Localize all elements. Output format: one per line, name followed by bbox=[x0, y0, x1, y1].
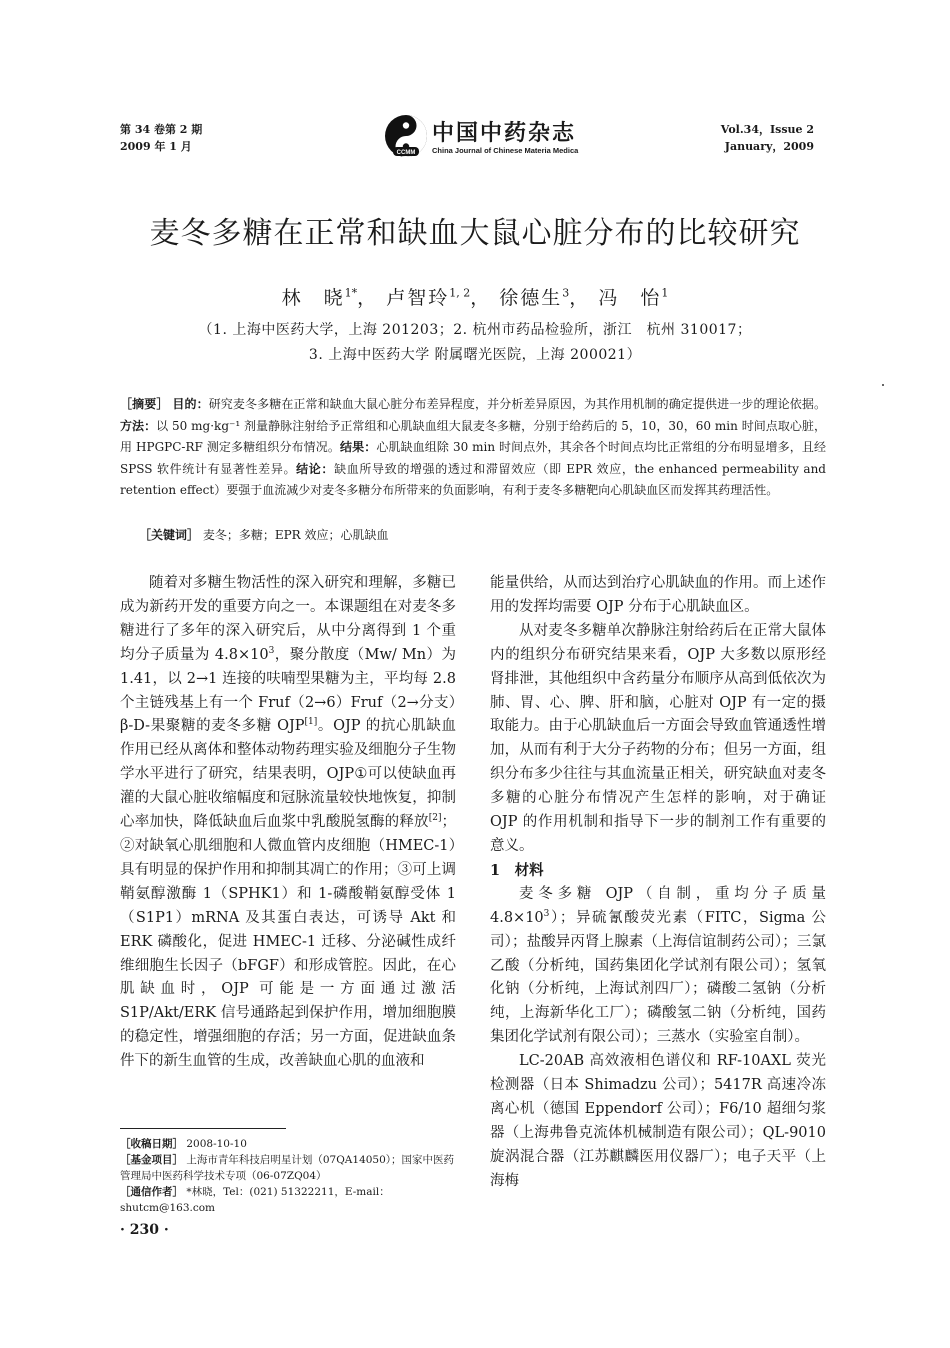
text-run: ，聚分散度（Mw/ Mn）为 1.41，以 2→1 连接的呋喃型果糖为主，平均每 2.8 个主链残基上有一个 Fruf（2→6）Fruf（2→分支）β-D-果聚糖的麦冬多糖 OJP bbox=[120, 646, 456, 735]
abstract-results-label: 结果： bbox=[340, 440, 377, 454]
text-run: 。OJP 的抗心肌缺血作用已经从离体和整体动物药理实验及细胞分子生物学水平进行了研究，结果表明，OJP①可以使缺血再灌的大鼠心脏收缩幅度和冠脉流量较快地恢复，抑制心率加快，降低缺血后血浆中乳酸脱氢酶的释放 bbox=[120, 718, 456, 831]
paper-title: 麦冬多糖在正常和缺血大鼠心脏分布的比较研究 bbox=[149, 216, 801, 251]
author-mark: 1* bbox=[344, 286, 358, 300]
materials-paragraph bbox=[490, 883, 826, 1050]
footnote-label: ［收稿日期］ bbox=[120, 1138, 183, 1150]
volume-issue-en: Vol.34，Issue 2 bbox=[720, 123, 814, 136]
footnote-text: 2008-10-10 bbox=[186, 1138, 247, 1150]
footnote-label: ［基金项目］ bbox=[120, 1154, 183, 1166]
body-column-right bbox=[490, 572, 826, 1194]
journal-name-en: China Journal of Chinese Materia Medica bbox=[432, 146, 579, 155]
footnote-correspondence bbox=[120, 1184, 460, 1216]
text-run: ）；异硫氰酸荧光素（FITC，Sigma 公司）；盐酸异丙肾上腺素（上海信谊制药公司）；三氯乙酸（分析纯，国药集团化学试剂有限公司）；氢氧化钠（分析纯，上海试剂四厂）；磷酸二氢钠（分析纯，上海新华化工厂）；磷酸氢二钠（分析纯，国药集团化学试剂有限公司）；三蒸水（实验室自制）。 bbox=[490, 909, 826, 1046]
text-run: 随着对多糖生物活性的深入研究和理解，多糖已成为新药开发的重要方向之一。本课题组在对麦冬多糖进行了多年的深入研究后，从中分离得到 1 个重均分子质量为 4.8×10 bbox=[120, 575, 456, 663]
abstract bbox=[120, 394, 826, 502]
keywords bbox=[139, 526, 389, 543]
footnote-received bbox=[120, 1136, 460, 1152]
journal-issue-en bbox=[721, 121, 814, 155]
journal-issue-cn bbox=[120, 121, 202, 155]
affiliation-line-2: 3. 上海中医药大学 附属曙光医院，上海 200021） bbox=[308, 347, 642, 363]
abstract-methods-label: 方法： bbox=[120, 418, 157, 433]
keywords-text: 麦冬；多糖；EPR 效应；心肌缺血 bbox=[202, 528, 389, 542]
footnote-fund bbox=[120, 1152, 460, 1184]
footnote-divider bbox=[120, 1128, 286, 1129]
abstract-conclusion-label: 结论： bbox=[296, 461, 335, 476]
footnote-text: 上海市青年科技启明星计划（07QA14050）；国家中医药管理局中医药科学技术专项（06-07ZQ04） bbox=[120, 1154, 455, 1182]
date-en: January，2009 bbox=[724, 140, 814, 153]
journal-name-cn: 中国中药杂志 bbox=[432, 121, 577, 146]
abstract-objective: 研究麦冬多糖在正常和缺血大鼠心脏分布差异程度，并分析差异原因，为其作用机制的确定提供进一步的理论依据。 bbox=[208, 397, 826, 411]
body-column-left bbox=[120, 572, 456, 1074]
text-run: 麦冬多糖 OJP（自制，重均分子质量 4.8×10 bbox=[490, 885, 826, 926]
citation: [1] bbox=[304, 717, 318, 728]
taiji-logo-icon bbox=[382, 112, 430, 160]
abstract-objective-label: 目的： bbox=[172, 397, 209, 411]
affiliation-line-1: （1. 上海中医药大学，上海 201203；2. 杭州市药品检验所，浙江 杭州 310017； bbox=[198, 322, 752, 338]
footnote-text: *林晓，Tel：(021) 51322211，E-mail：shutcm@163.com bbox=[120, 1186, 390, 1214]
journal-logo bbox=[382, 112, 579, 160]
scan-speck bbox=[882, 384, 884, 386]
footnote-label: ［通信作者］ bbox=[120, 1186, 183, 1198]
author-name: 林 晓 bbox=[281, 287, 345, 309]
author-mark: 1 bbox=[661, 286, 669, 300]
section-title: 材料 bbox=[514, 861, 544, 879]
abstract-results: 心肌缺血组除 30 min 时间点外，其余各个时间点均比正常组的分布明显增多，且经 SPSS 软件统计有显著性差异。 bbox=[120, 440, 826, 476]
abstract-conclusion: 缺血所导致的增强的透过和滞留效应（即 EPR 效应，the enhanced permeability and retention effect）要强于血流减少对麦冬多糖分布所带来的负面影响，有利于麦冬多糖靶向心肌缺血区而发挥其药理活性。 bbox=[120, 461, 826, 497]
superscript: 3 bbox=[268, 645, 275, 656]
author-name: 徐德生 bbox=[499, 287, 563, 309]
abstract-methods: 以 50 mg·kg⁻¹ 剂量静脉注射给予正常组和心肌缺血组大鼠麦冬多糖，分别于给药后的 5，10，30，60 min 时间点取心脏，用 HPGPC-RF 测定多糖组织分布情况。 bbox=[120, 418, 826, 454]
author-mark: 1, 2 bbox=[449, 286, 471, 300]
abstract-label: ［摘要］ bbox=[120, 397, 169, 411]
author-name: 冯 怡 bbox=[598, 287, 662, 309]
paragraph-continued: 能量供给，从而达到治疗心肌缺血的作用。而上述作用的发挥均需要 OJP 分布于心肌缺血区。 bbox=[490, 575, 826, 615]
citation: [2] bbox=[428, 813, 442, 824]
footnotes bbox=[120, 1136, 460, 1216]
volume-issue-cn: 第 34 卷第 2 期 bbox=[120, 123, 203, 136]
text-run: ；②对缺氧心肌细胞和人微血管内皮细胞（HMEC-1）具有明显的保护作用和抑制其凋亡的作用；③可上调鞘氨醇激酶 1（SPHK1）和 1-磷酸鞘氨醇受体 1（S1P1）mRNA 及其蛋白表达，可诱导 Akt 和 ERK 磷酸化，促进 HMEC-1 迁移、分泌碱性成纤维细胞生长因子（bFGF）和形成管腔。因此，在心肌缺血时，OJP 可能是一方面通过激活 S1P/Akt/ERK 信号通路起到保护作用，增加细胞膜的稳定性，增强细胞的存活；另一方面，促进缺血条件下的新生血管的生成，改善缺血心肌的血液和 bbox=[120, 814, 456, 1070]
section-heading bbox=[490, 859, 826, 883]
section-number: 1 bbox=[490, 861, 501, 879]
logo-mark-text: CCMM bbox=[396, 150, 416, 156]
instruments-paragraph: LC-20AB 高效液相色谱仪和 RF-10AXL 荧光检测器（日本 Shimadzu 公司）；5417R 高速冷冻离心机（德国 Eppendorf 公司）；F6/10 超细匀浆器（上海弗鲁克流体机械制造有限公司）；QL-9010 旋涡混合器（江苏麒麟医用仪器厂）；电子天平（上海梅 bbox=[490, 1053, 826, 1189]
date-cn: 2009 年 1 月 bbox=[120, 140, 192, 153]
author-name: 卢智玲 bbox=[386, 287, 450, 309]
intro-paragraph bbox=[120, 572, 456, 1074]
author-list: 林 晓$^{1*}$， 卢智玲$^{1, 2}$， 徐德生$^3$， 冯 怡$^1$ bbox=[281, 286, 669, 309]
superscript: 3 bbox=[543, 908, 550, 919]
author-mark: 3 bbox=[562, 286, 570, 300]
keywords-label: ［关键词］ bbox=[139, 528, 200, 542]
paragraph: 从对麦冬多糖单次静脉注射给药后在正常大鼠体内的组织分布研究结果来看，OJP 大多数以原形经肾排泄，其他组织中含药量分布顺序从高到低依次为肺、胃、心、脾、肝和脑，心脏对 OJP 有一定的摄取能力。由于心肌缺血后一方面会导致血管通透性增加，从而有利于大分子药物的分布；但另一方面，组织分布多少往往与其血流量正相关，研究缺血对麦冬多糖的心脏分布情况产生怎样的影响，对于确证 OJP 的作用机制和指导下一步的制剂工作有重要的意义。 bbox=[490, 622, 826, 854]
page-number: · 230 · bbox=[120, 1222, 169, 1238]
